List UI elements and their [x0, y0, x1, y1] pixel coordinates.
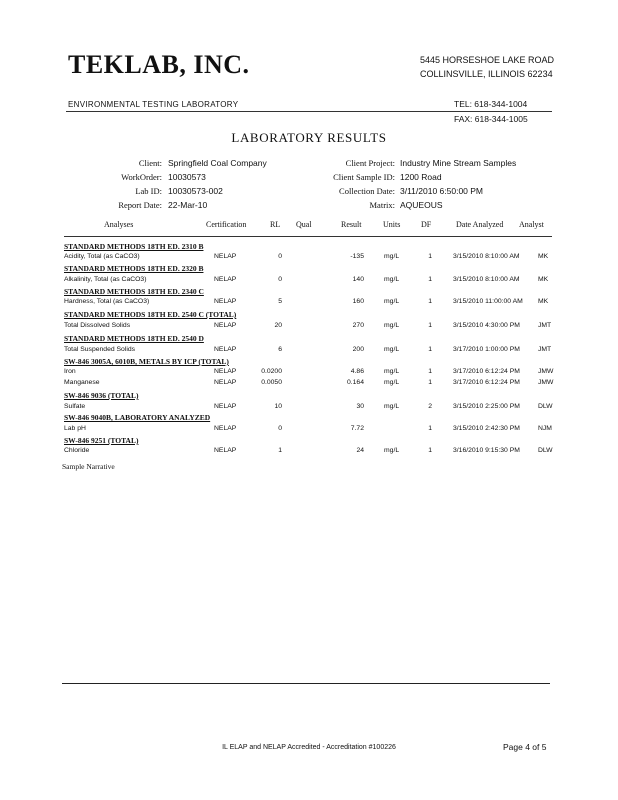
- address-line-2: COLLINSVILLE, ILLINOIS 62234: [420, 69, 553, 79]
- reporting-limit: 0.0050: [261, 379, 282, 386]
- company-name: TEKLAB, INC.: [68, 50, 250, 79]
- col-df: DF: [421, 220, 432, 229]
- dilution-factor: 1: [428, 379, 432, 386]
- dilution-factor: 1: [428, 425, 432, 432]
- units: mg/L: [384, 447, 400, 454]
- result-value: 140: [352, 276, 364, 283]
- col-rl: RL: [270, 220, 281, 229]
- reportdate-value: 22-Mar-10: [168, 200, 208, 210]
- analyst: JMT: [538, 322, 552, 329]
- reporting-limit: 0: [278, 425, 282, 432]
- col-date-analyzed: Date Analyzed: [456, 220, 504, 229]
- matrix-value: AQUEOUS: [400, 200, 443, 210]
- result-value: 30: [356, 403, 364, 410]
- units: mg/L: [384, 403, 400, 410]
- col-certification: Certification: [206, 220, 247, 229]
- reporting-limit: 5: [278, 298, 282, 305]
- result-value: 160: [352, 298, 364, 305]
- certification: NELAP: [214, 346, 237, 353]
- client-value: Springfield Coal Company: [168, 158, 267, 168]
- dilution-factor: 1: [428, 276, 432, 283]
- certification: NELAP: [214, 276, 237, 283]
- method-heading: STANDARD METHODS 18TH ED. 2540 C (TOTAL): [64, 310, 237, 319]
- analyst: JMW: [538, 368, 554, 375]
- analyte-name: Total Suspended Solids: [64, 346, 136, 353]
- matrix-label: Matrix:: [369, 200, 395, 210]
- certification: NELAP: [214, 425, 237, 432]
- workorder-value: 10030573: [168, 172, 206, 182]
- lab-type: ENVIRONMENTAL TESTING LABORATORY: [68, 100, 239, 109]
- date-analyzed: 3/15/2010 8:10:00 AM: [453, 253, 520, 260]
- certification: NELAP: [214, 403, 237, 410]
- result-value: 24: [356, 447, 364, 454]
- certification: NELAP: [214, 447, 237, 454]
- analyte-name: Iron: [64, 368, 76, 375]
- certification: NELAP: [214, 298, 237, 305]
- fax: FAX: 618-344-1005: [454, 114, 528, 124]
- report-title: LABORATORY RESULTS: [231, 130, 387, 145]
- dilution-factor: 1: [428, 322, 432, 329]
- dilution-factor: 2: [428, 403, 432, 410]
- analyte-name: Total Dissolved Solids: [64, 322, 131, 329]
- analyte-name: Chloride: [64, 447, 90, 454]
- certification: NELAP: [214, 253, 237, 260]
- date-analyzed: 3/15/2010 2:42:30 PM: [453, 425, 520, 432]
- labid-value: 10030573-002: [168, 186, 223, 196]
- address-line-1: 5445 HORSESHOE LAKE ROAD: [420, 55, 555, 65]
- analyte-name: Acidity, Total (as CaCO3): [64, 253, 140, 260]
- date-analyzed: 3/17/2010 6:12:24 PM: [453, 368, 520, 375]
- dilution-factor: 1: [428, 368, 432, 375]
- result-value: 7.72: [350, 425, 364, 432]
- reporting-limit: 0: [278, 276, 282, 283]
- date-analyzed: 3/15/2010 2:25:00 PM: [453, 403, 520, 410]
- dilution-factor: 1: [428, 298, 432, 305]
- certification: NELAP: [214, 379, 237, 386]
- analyst: MK: [538, 253, 549, 260]
- date-analyzed: 3/15/2010 11:00:00 AM: [453, 298, 523, 305]
- analyte-name: Manganese: [64, 379, 100, 386]
- project-value: Industry Mine Stream Samples: [400, 158, 517, 168]
- units: mg/L: [384, 368, 400, 375]
- sample-narrative-label: Sample Narrative: [62, 462, 115, 471]
- project-label: Client Project:: [345, 158, 395, 168]
- units: mg/L: [384, 298, 400, 305]
- reporting-limit: 20: [274, 322, 282, 329]
- labid-label: Lab ID:: [135, 186, 162, 196]
- units: mg/L: [384, 322, 400, 329]
- method-heading: SW-846 9040B, LABORATORY ANALYZED: [64, 413, 211, 422]
- date-analyzed: 3/17/2010 6:12:24 PM: [453, 379, 520, 386]
- analyst: JMT: [538, 346, 552, 353]
- header-rule: [66, 111, 552, 112]
- reporting-limit: 0.0200: [261, 368, 282, 375]
- sampleid-value: 1200 Road: [400, 172, 442, 182]
- page-number: Page 4 of 5: [503, 742, 547, 752]
- analyte-name: Lab pH: [64, 425, 86, 432]
- col-result: Result: [341, 220, 362, 229]
- analyst: DLW: [538, 403, 553, 410]
- accreditation-note: IL ELAP and NELAP Accredited - Accreditation #100226: [222, 744, 396, 751]
- result-value: 200: [352, 346, 364, 353]
- analyst: MK: [538, 276, 549, 283]
- result-value: 0.164: [346, 379, 364, 386]
- method-heading: STANDARD METHODS 18TH ED. 2320 B: [64, 264, 204, 273]
- units: mg/L: [384, 379, 400, 386]
- dilution-factor: 1: [428, 253, 432, 260]
- reporting-limit: 1: [278, 447, 282, 454]
- units: mg/L: [384, 253, 400, 260]
- method-heading: SW-846 3005A, 6010B, METALS BY ICP (TOTAL): [64, 357, 229, 366]
- method-heading: STANDARD METHODS 18TH ED. 2310 B: [64, 242, 204, 251]
- units: mg/L: [384, 276, 400, 283]
- reporting-limit: 6: [278, 346, 282, 353]
- column-header-rule: [64, 236, 552, 237]
- col-analyses: Analyses: [104, 220, 134, 229]
- units: mg/L: [384, 346, 400, 353]
- method-heading: STANDARD METHODS 18TH ED. 2340 C: [64, 287, 204, 296]
- certification: NELAP: [214, 322, 237, 329]
- date-analyzed: 3/17/2010 1:00:00 PM: [453, 346, 520, 353]
- reportdate-label: Report Date:: [118, 200, 162, 210]
- col-units: Units: [383, 220, 401, 229]
- analyst: NJM: [538, 425, 552, 432]
- date-analyzed: 3/15/2010 4:30:00 PM: [453, 322, 520, 329]
- date-analyzed: 3/16/2010 9:15:30 PM: [453, 447, 520, 454]
- reporting-limit: 10: [274, 403, 282, 410]
- col-analyst: Analyst: [519, 220, 544, 229]
- workorder-label: WorkOrder:: [121, 172, 162, 182]
- method-heading: STANDARD METHODS 18TH ED. 2540 D: [64, 334, 204, 343]
- result-value: 4.86: [350, 368, 364, 375]
- result-value: 270: [352, 322, 364, 329]
- footer-rule: [62, 683, 550, 684]
- client-label: Client:: [138, 158, 162, 168]
- sampleid-label: Client Sample ID:: [333, 172, 395, 182]
- analyst: JMW: [538, 379, 554, 386]
- analyst: MK: [538, 298, 549, 305]
- analyte-name: Alkalinity, Total (as CaCO3): [64, 276, 147, 283]
- analyte-name: Sulfate: [64, 403, 86, 410]
- collection-value: 3/11/2010 6:50:00 PM: [400, 186, 484, 196]
- analyst: DLW: [538, 447, 553, 454]
- dilution-factor: 1: [428, 346, 432, 353]
- reporting-limit: 0: [278, 253, 282, 260]
- certification: NELAP: [214, 368, 237, 375]
- result-value: -135: [350, 253, 364, 260]
- date-analyzed: 3/15/2010 8:10:00 AM: [453, 276, 520, 283]
- collection-label: Collection Date:: [339, 186, 395, 196]
- col-qual: Qual: [296, 220, 312, 229]
- method-heading: SW-846 9251 (TOTAL): [64, 436, 139, 445]
- dilution-factor: 1: [428, 447, 432, 454]
- telephone: TEL: 618-344-1004: [454, 99, 528, 109]
- method-heading: SW-846 9036 (TOTAL): [64, 391, 139, 400]
- analyte-name: Hardness, Total (as CaCO3): [64, 298, 150, 305]
